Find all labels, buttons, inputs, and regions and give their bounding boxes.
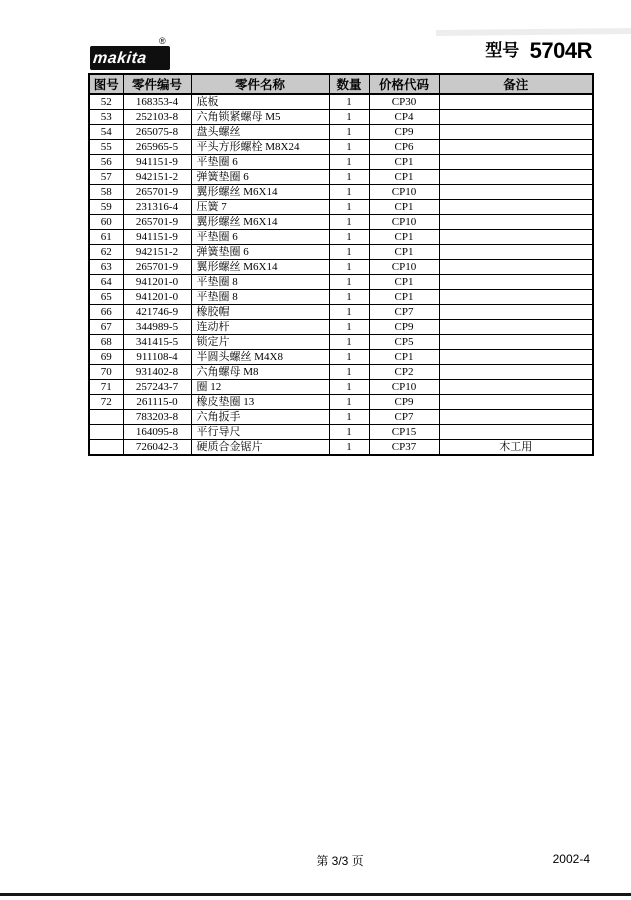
part-no-cell: 265701-9: [123, 185, 191, 200]
part-name-cell: 连动杆: [191, 320, 329, 335]
fig-no-cell: 63: [89, 260, 123, 275]
remark-cell: [439, 170, 593, 185]
part-no-cell: 257243-7: [123, 380, 191, 395]
remark-cell: [439, 320, 593, 335]
part-name-cell: 平垫圈 8: [191, 290, 329, 305]
qty-cell: 1: [329, 140, 369, 155]
price-code-cell: CP10: [369, 185, 439, 200]
table-row: [89, 440, 593, 456]
part-no-cell: 168353-4: [123, 94, 191, 110]
table-row: [89, 230, 593, 245]
part-name-cell: 平头方形螺栓 M8X24: [191, 140, 329, 155]
price-code-cell: CP10: [369, 260, 439, 275]
fig-no-cell: 72: [89, 395, 123, 410]
price-code-header: 价格代码: [369, 74, 439, 94]
part-name-cell: 翼形螺丝 M6X14: [191, 215, 329, 230]
qty-cell: 1: [329, 350, 369, 365]
price-code-cell: CP7: [369, 305, 439, 320]
part-no-cell: 941151-9: [123, 230, 191, 245]
price-code-cell: CP37: [369, 440, 439, 456]
part-name-cell: 平行导尺: [191, 425, 329, 440]
table-row: [89, 170, 593, 185]
part-name-cell: 弹簧垫圈 6: [191, 245, 329, 260]
price-code-cell: CP10: [369, 215, 439, 230]
part-name-cell: 弹簧垫圈 6: [191, 170, 329, 185]
remark-cell: [439, 110, 593, 125]
table-row: [89, 410, 593, 425]
part-no-cell: 265075-8: [123, 125, 191, 140]
fig-no-header: 图号: [89, 74, 123, 94]
qty-cell: 1: [329, 94, 369, 110]
fig-no-cell: 58: [89, 185, 123, 200]
model-title: [485, 36, 592, 64]
table-header-row: [89, 74, 593, 94]
document-date: 2002-4: [552, 852, 590, 866]
part-no-cell: 783203-8: [123, 410, 191, 425]
part-no-header: 零件编号: [123, 74, 191, 94]
fig-no-cell: 60: [89, 215, 123, 230]
fig-no-cell: 71: [89, 380, 123, 395]
remark-cell: [439, 335, 593, 350]
parts-table: [88, 73, 594, 456]
remark-cell: [439, 305, 593, 320]
part-name-cell: 橡胶帽: [191, 305, 329, 320]
fig-no-cell: 52: [89, 94, 123, 110]
price-code-cell: CP1: [369, 275, 439, 290]
qty-cell: 1: [329, 245, 369, 260]
remark-cell: [439, 260, 593, 275]
remark-cell: [439, 140, 593, 155]
qty-cell: 1: [329, 410, 369, 425]
table-row: [89, 155, 593, 170]
remark-cell: [439, 365, 593, 380]
qty-cell: 1: [329, 215, 369, 230]
table-row: [89, 260, 593, 275]
model-number: 5704R: [529, 38, 592, 63]
qty-cell: 1: [329, 170, 369, 185]
makita-logo-text: makita: [92, 50, 148, 68]
price-code-cell: CP1: [369, 245, 439, 260]
qty-cell: 1: [329, 320, 369, 335]
qty-header: 数量: [329, 74, 369, 94]
part-name-cell: 圈 12: [191, 380, 329, 395]
price-code-cell: CP4: [369, 110, 439, 125]
part-name-cell: 盘头螺丝: [191, 125, 329, 140]
qty-cell: 1: [329, 155, 369, 170]
part-name-cell: 六角锁紧螺母 M5: [191, 110, 329, 125]
page-number: 第 3/3 页: [316, 854, 364, 868]
price-code-cell: CP1: [369, 230, 439, 245]
fig-no-cell: [89, 425, 123, 440]
qty-cell: 1: [329, 230, 369, 245]
remark-cell: [439, 275, 593, 290]
qty-cell: 1: [329, 395, 369, 410]
fig-no-cell: 64: [89, 275, 123, 290]
price-code-cell: CP10: [369, 380, 439, 395]
qty-cell: 1: [329, 305, 369, 320]
fig-no-cell: 59: [89, 200, 123, 215]
fig-no-cell: 56: [89, 155, 123, 170]
remark-cell: [439, 395, 593, 410]
fig-no-cell: 53: [89, 110, 123, 125]
fig-no-cell: 62: [89, 245, 123, 260]
table-row: [89, 425, 593, 440]
qty-cell: 1: [329, 185, 369, 200]
fig-no-cell: 67: [89, 320, 123, 335]
qty-cell: 1: [329, 440, 369, 456]
registered-trademark-icon: ®: [159, 36, 166, 46]
fig-no-cell: [89, 410, 123, 425]
remark-cell: [439, 245, 593, 260]
price-code-cell: CP6: [369, 140, 439, 155]
table-row: [89, 110, 593, 125]
part-no-cell: 931402-8: [123, 365, 191, 380]
part-name-cell: 六角扳手: [191, 410, 329, 425]
remark-cell: [439, 155, 593, 170]
price-code-cell: CP1: [369, 170, 439, 185]
fig-no-cell: 55: [89, 140, 123, 155]
model-label: 型号: [485, 41, 520, 60]
table-row: [89, 290, 593, 305]
part-name-cell: 底板: [191, 94, 329, 110]
table-row: [89, 185, 593, 200]
table-row: [89, 305, 593, 320]
qty-cell: 1: [329, 335, 369, 350]
table-row: [89, 94, 593, 110]
part-no-cell: 252103-8: [123, 110, 191, 125]
part-no-cell: 341415-5: [123, 335, 191, 350]
price-code-cell: CP1: [369, 155, 439, 170]
table-row: [89, 275, 593, 290]
fig-no-cell: 70: [89, 365, 123, 380]
price-code-cell: CP5: [369, 335, 439, 350]
remark-cell: [439, 380, 593, 395]
part-no-cell: 942151-2: [123, 245, 191, 260]
part-name-cell: 六角螺母 M8: [191, 365, 329, 380]
part-no-cell: 941151-9: [123, 155, 191, 170]
table-row: [89, 200, 593, 215]
price-code-cell: CP1: [369, 200, 439, 215]
qty-cell: 1: [329, 125, 369, 140]
fig-no-cell: 61: [89, 230, 123, 245]
table-row: [89, 215, 593, 230]
remark-cell: [439, 350, 593, 365]
price-code-cell: CP1: [369, 290, 439, 305]
part-name-cell: 平垫圈 8: [191, 275, 329, 290]
part-name-cell: 平垫圈 6: [191, 155, 329, 170]
qty-cell: 1: [329, 425, 369, 440]
remark-cell: [439, 125, 593, 140]
part-name-cell: 翼形螺丝 M6X14: [191, 185, 329, 200]
remark-cell: [439, 425, 593, 440]
part-name-header: 零件名称: [191, 74, 329, 94]
qty-cell: 1: [329, 260, 369, 275]
part-no-cell: 942151-2: [123, 170, 191, 185]
fig-no-cell: 68: [89, 335, 123, 350]
part-no-cell: 231316-4: [123, 200, 191, 215]
part-no-cell: 941201-0: [123, 275, 191, 290]
price-code-cell: CP9: [369, 395, 439, 410]
table-row: [89, 320, 593, 335]
part-no-cell: 726042-3: [123, 440, 191, 456]
scan-artifact: [436, 28, 631, 36]
qty-cell: 1: [329, 275, 369, 290]
price-code-cell: CP9: [369, 125, 439, 140]
remark-cell: [439, 230, 593, 245]
makita-logo: [90, 46, 170, 70]
qty-cell: 1: [329, 290, 369, 305]
fig-no-cell: 66: [89, 305, 123, 320]
price-code-cell: CP15: [369, 425, 439, 440]
part-name-cell: 锁定片: [191, 335, 329, 350]
part-name-cell: 半圆头螺丝 M4X8: [191, 350, 329, 365]
part-no-cell: 164095-8: [123, 425, 191, 440]
fig-no-cell: 54: [89, 125, 123, 140]
part-no-cell: 265965-5: [123, 140, 191, 155]
remark-cell: [439, 290, 593, 305]
part-no-cell: 261115-0: [123, 395, 191, 410]
remark-cell: [439, 200, 593, 215]
part-no-cell: 265701-9: [123, 260, 191, 275]
remark-cell: [439, 185, 593, 200]
fig-no-cell: 65: [89, 290, 123, 305]
part-name-cell: 平垫圈 6: [191, 230, 329, 245]
qty-cell: 1: [329, 110, 369, 125]
scan-edge-line: [0, 893, 631, 896]
price-code-cell: CP1: [369, 350, 439, 365]
price-code-cell: CP7: [369, 410, 439, 425]
part-name-cell: 压簧 7: [191, 200, 329, 215]
table-row: [89, 350, 593, 365]
part-name-cell: 橡皮垫圈 13: [191, 395, 329, 410]
table-row: [89, 365, 593, 380]
table-row: [89, 380, 593, 395]
part-no-cell: 941201-0: [123, 290, 191, 305]
parts-table-body: [89, 94, 593, 455]
part-name-cell: 硬质合金锯片: [191, 440, 329, 456]
fig-no-cell: 57: [89, 170, 123, 185]
table-row: [89, 140, 593, 155]
price-code-cell: CP30: [369, 94, 439, 110]
table-row: [89, 395, 593, 410]
price-code-cell: CP9: [369, 320, 439, 335]
price-code-cell: CP2: [369, 365, 439, 380]
table-row: [89, 245, 593, 260]
remark-cell: 木工用: [439, 440, 593, 456]
remark-cell: [439, 94, 593, 110]
part-no-cell: 911108-4: [123, 350, 191, 365]
part-no-cell: 344989-5: [123, 320, 191, 335]
part-no-cell: 265701-9: [123, 215, 191, 230]
qty-cell: 1: [329, 365, 369, 380]
remark-header: 备注: [439, 74, 593, 94]
remark-cell: [439, 410, 593, 425]
fig-no-cell: [89, 440, 123, 456]
qty-cell: 1: [329, 380, 369, 395]
qty-cell: 1: [329, 200, 369, 215]
part-name-cell: 翼形螺丝 M6X14: [191, 260, 329, 275]
fig-no-cell: 69: [89, 350, 123, 365]
table-row: [89, 125, 593, 140]
remark-cell: [439, 215, 593, 230]
part-no-cell: 421746-9: [123, 305, 191, 320]
table-row: [89, 335, 593, 350]
